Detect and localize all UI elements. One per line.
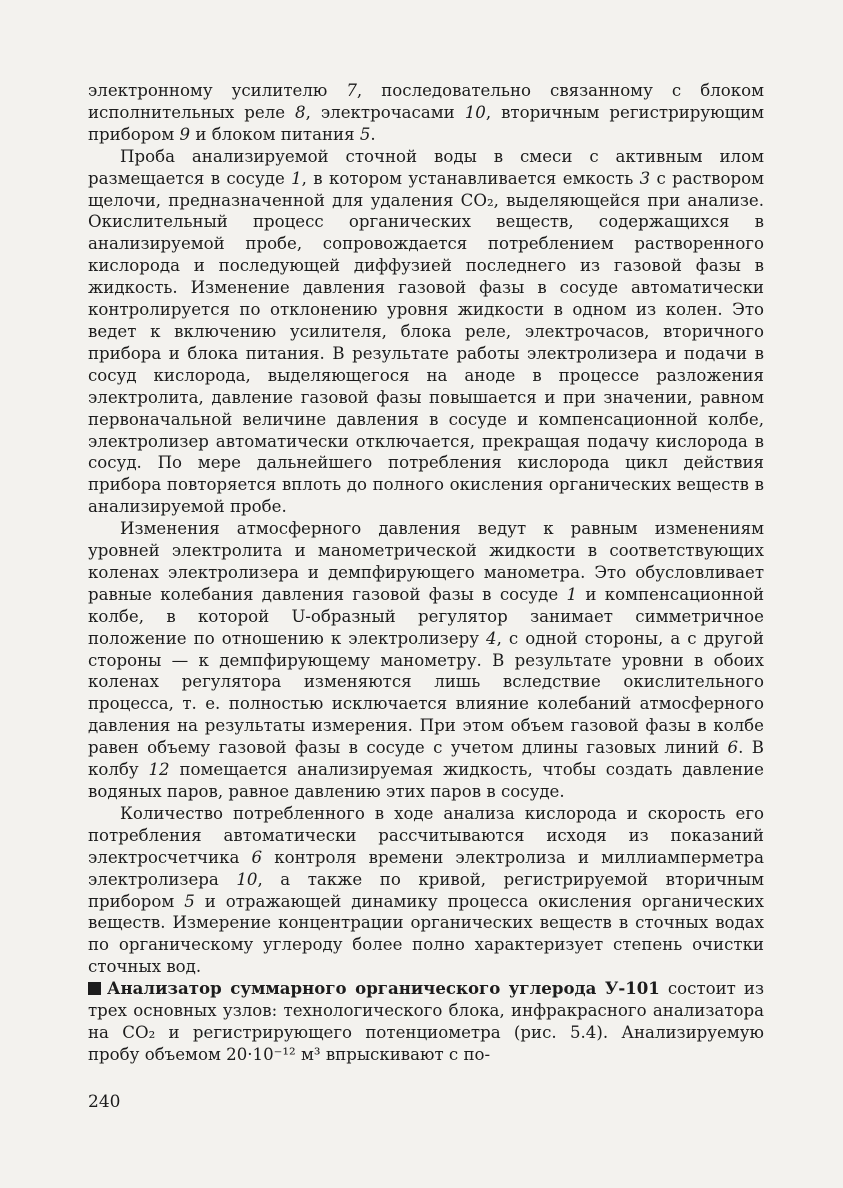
page-number: 240 (88, 1092, 121, 1112)
text-run: и компенсационной колбе, в которой U-образный регулятор занимает симметричное положение по отношению к электролизеру (88, 584, 764, 648)
text-run: Изменения атмосферного давления ведут к равным изменениям уровней электролита и манометрической жидкости в соответствующих коленах электролизера и демпфирующего манометра. Это обусловливает равные колебания давления газовой фазы в сосуде (88, 519, 764, 604)
text-run: . (370, 124, 376, 144)
text-run: контроля времени электролиза и миллиамперметра электролизера (88, 847, 764, 889)
figure-reference-number: 9 (179, 124, 191, 144)
figure-reference-number: 12 (148, 760, 170, 780)
section-heading: Анализатор суммарного органического углерода У-101 (107, 978, 660, 999)
text-run: состоит из трех основных узлов: технологического блока, инфракрасного анализатора на CO₂ и регистрирующего потенциометра (рис. 5.4). Анализируемую пробу объемом 20·10⁻¹² м³ впрыскивают с по- (88, 979, 764, 1064)
text-run: , последовательно связанному с блоком исполнительных реле (88, 81, 764, 122)
text-run: . В колбу (88, 738, 764, 780)
text-run: и блоком питания (190, 124, 360, 144)
text-run: , в котором устанавливается емкость (301, 168, 640, 188)
text-run: , с одной стороны, а с другой стороны — к демпфирующему манометру. В результате уровни в обоих коленах регулятора изменяются лишь вследствие окислительного процесса, т. е. полностью исключается влияние колебаний атмосферного давления на результаты измерения. При этом объем газовой фазы в колбе равен объему газовой фазы в сосуде с учетом длины газовых линий (88, 628, 764, 758)
text-run: , электрочасами (305, 102, 465, 122)
paragraph-3 (88, 518, 764, 803)
figure-reference-number: 1 (566, 584, 578, 604)
paragraph-4 (88, 803, 764, 978)
figure-reference-number: 6 (251, 847, 263, 867)
figure-reference-number: 8 (295, 102, 306, 122)
paragraph-2 (88, 146, 764, 518)
section-paragraph-u101 (88, 978, 764, 1066)
figure-reference-number: 7 (346, 81, 357, 100)
figure-reference-number: 5 (184, 891, 195, 911)
section-bullet-icon (88, 982, 101, 995)
figure-reference-number: 10 (236, 869, 258, 889)
text-run: Количество потребленного в ходе анализа кислорода и скорость его потребления автоматически рассчитываются исходя из показаний электросчетчика (88, 803, 764, 867)
text-run: электронному усилителю (88, 81, 347, 100)
text-run: с раствором щелочи, предназначенной для удаления CO₂, выделяющейся при анализе. Окислительный процесс органических веществ, содержащихся в анализируемой пробе, сопровождается потреблением растворенного кислорода и последующей диффузией последнего из газовой фазы в жидкость. Изменение давления газовой фазы в сосуде автоматически контролируется по отклонению уровня жидкости в одном из колен. Это ведет к включению усилителя, блока реле, электрочасов, вторичного прибора и блока питания. В результате работы электролизера и подачи в сосуд кислорода, выделяющегося на аноде в процессе разложения электролита, давление газовой фазы повышается и при значении, равном первоначальной величине давления в сосуде и компенсационной колбе, электролизер автоматически отключается, прекращая подачу кислорода в сосуд. По мере дальнейшего потребления кислорода цикл действия прибора повторяется вплоть до полного окисления органических веществ в анализируемой пробе. (88, 168, 765, 517)
text-run: и отражающей динамику процесса окисления органических веществ. Измерение концентрации органических веществ в сточных водах по органическому углероду более полно характеризует степень очистки сточных вод. (88, 891, 764, 977)
page-body (88, 80, 764, 1066)
text-run: Проба анализируемой сточной воды в смеси с активным илом размещается в сосуде (88, 146, 764, 188)
figure-reference-number: 4 (486, 628, 497, 648)
figure-reference-number: 1 (291, 168, 302, 188)
figure-reference-number: 6 (727, 738, 739, 758)
figure-reference-number: 5 (359, 124, 371, 144)
figure-reference-number: 3 (639, 168, 651, 188)
paragraph-1 (88, 80, 764, 146)
text-run: , а также по кривой, регистрируемой вторичным прибором (88, 869, 764, 911)
figure-reference-number: 10 (464, 102, 486, 122)
text-run: помещается анализируемая жидкость, чтобы создать давление водяных паров, равное давлению этих паров в сосуде. (88, 760, 764, 801)
text-run: , вторичным регистрирующим прибором (88, 102, 764, 144)
